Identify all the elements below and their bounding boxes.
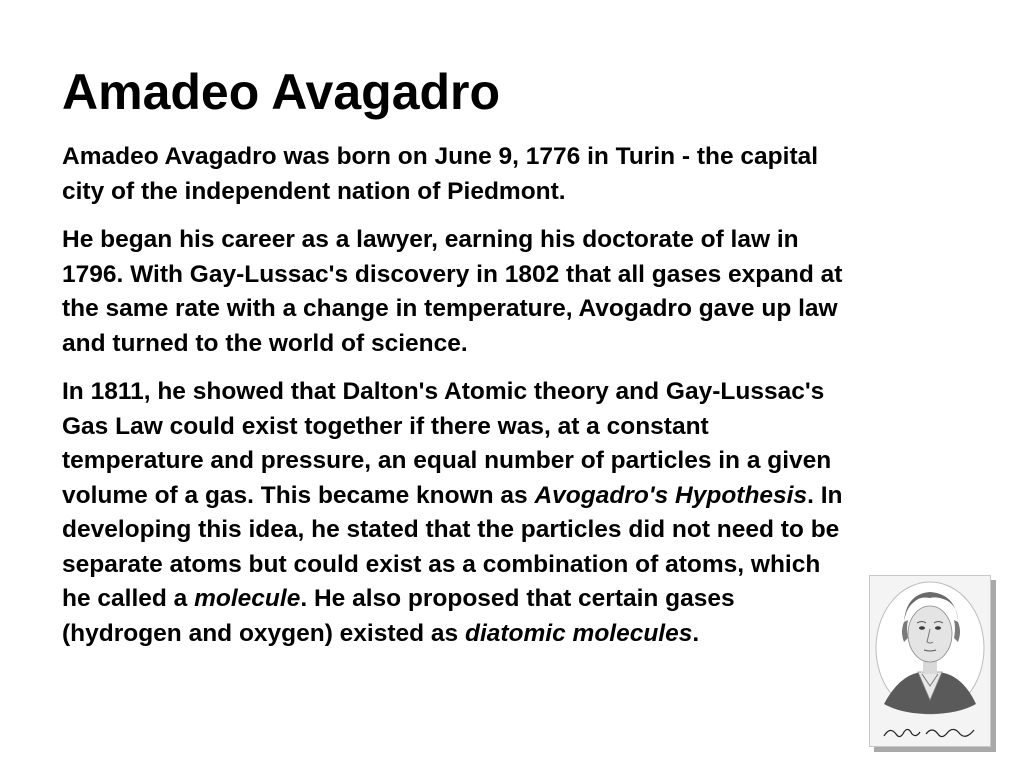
text-segment: . He also proposed that certain gases [300,585,735,612]
text-segment: (hydrogen and oxygen) existed as [62,619,465,647]
emphasis-molecule: molecule [194,585,301,612]
text-line: Amadeo Avagadro was born on June 9, 1776 in Turin - the capital [62,143,819,170]
text-line: He began his career as a lawyer, earning his doctorate of law in [62,226,799,253]
text-line [62,617,982,652]
text-segment: . [692,619,700,647]
text-line: temperature and pressure, an equal number of particles in a given [62,447,832,474]
text-segment: he called a [62,585,195,612]
portrait-drawing [870,576,990,746]
text-line: and turned to the world of science. [62,329,468,357]
text-line [62,582,982,617]
body-text [62,140,982,665]
text-line: 1796. With Gay-Lussac's discovery in 1802 that all gases expand at [62,260,843,288]
text-line: developing this idea, he stated that the particles did not need to be [62,516,840,543]
emphasis-avogadros-hypothesis: Avogadro's Hypothesis [534,481,808,509]
text-line: the same rate with a change in temperature, Avogadro gave up law [62,295,838,322]
emphasis-diatomic-molecules: diatomic molecules [464,619,693,647]
paragraph-hypothesis [62,375,982,651]
text-line: In 1811, he showed that Dalton's Atomic theory and Gay-Lussac's [62,378,825,405]
text-line [62,479,982,514]
portrait-image [869,575,991,747]
paragraph-birth [62,140,982,209]
text-segment: . In [807,481,843,509]
page-title: Amadeo Avagadro [62,64,501,120]
text-line: city of the independent nation of Piedmont. [62,177,566,205]
text-line: Gas Law could exist together if there was, at a constant [62,412,709,440]
text-segment: volume of a gas. This became known as [62,481,535,509]
paragraph-career [62,223,982,361]
text-line: separate atoms but could exist as a combination of atoms, which [62,550,821,578]
